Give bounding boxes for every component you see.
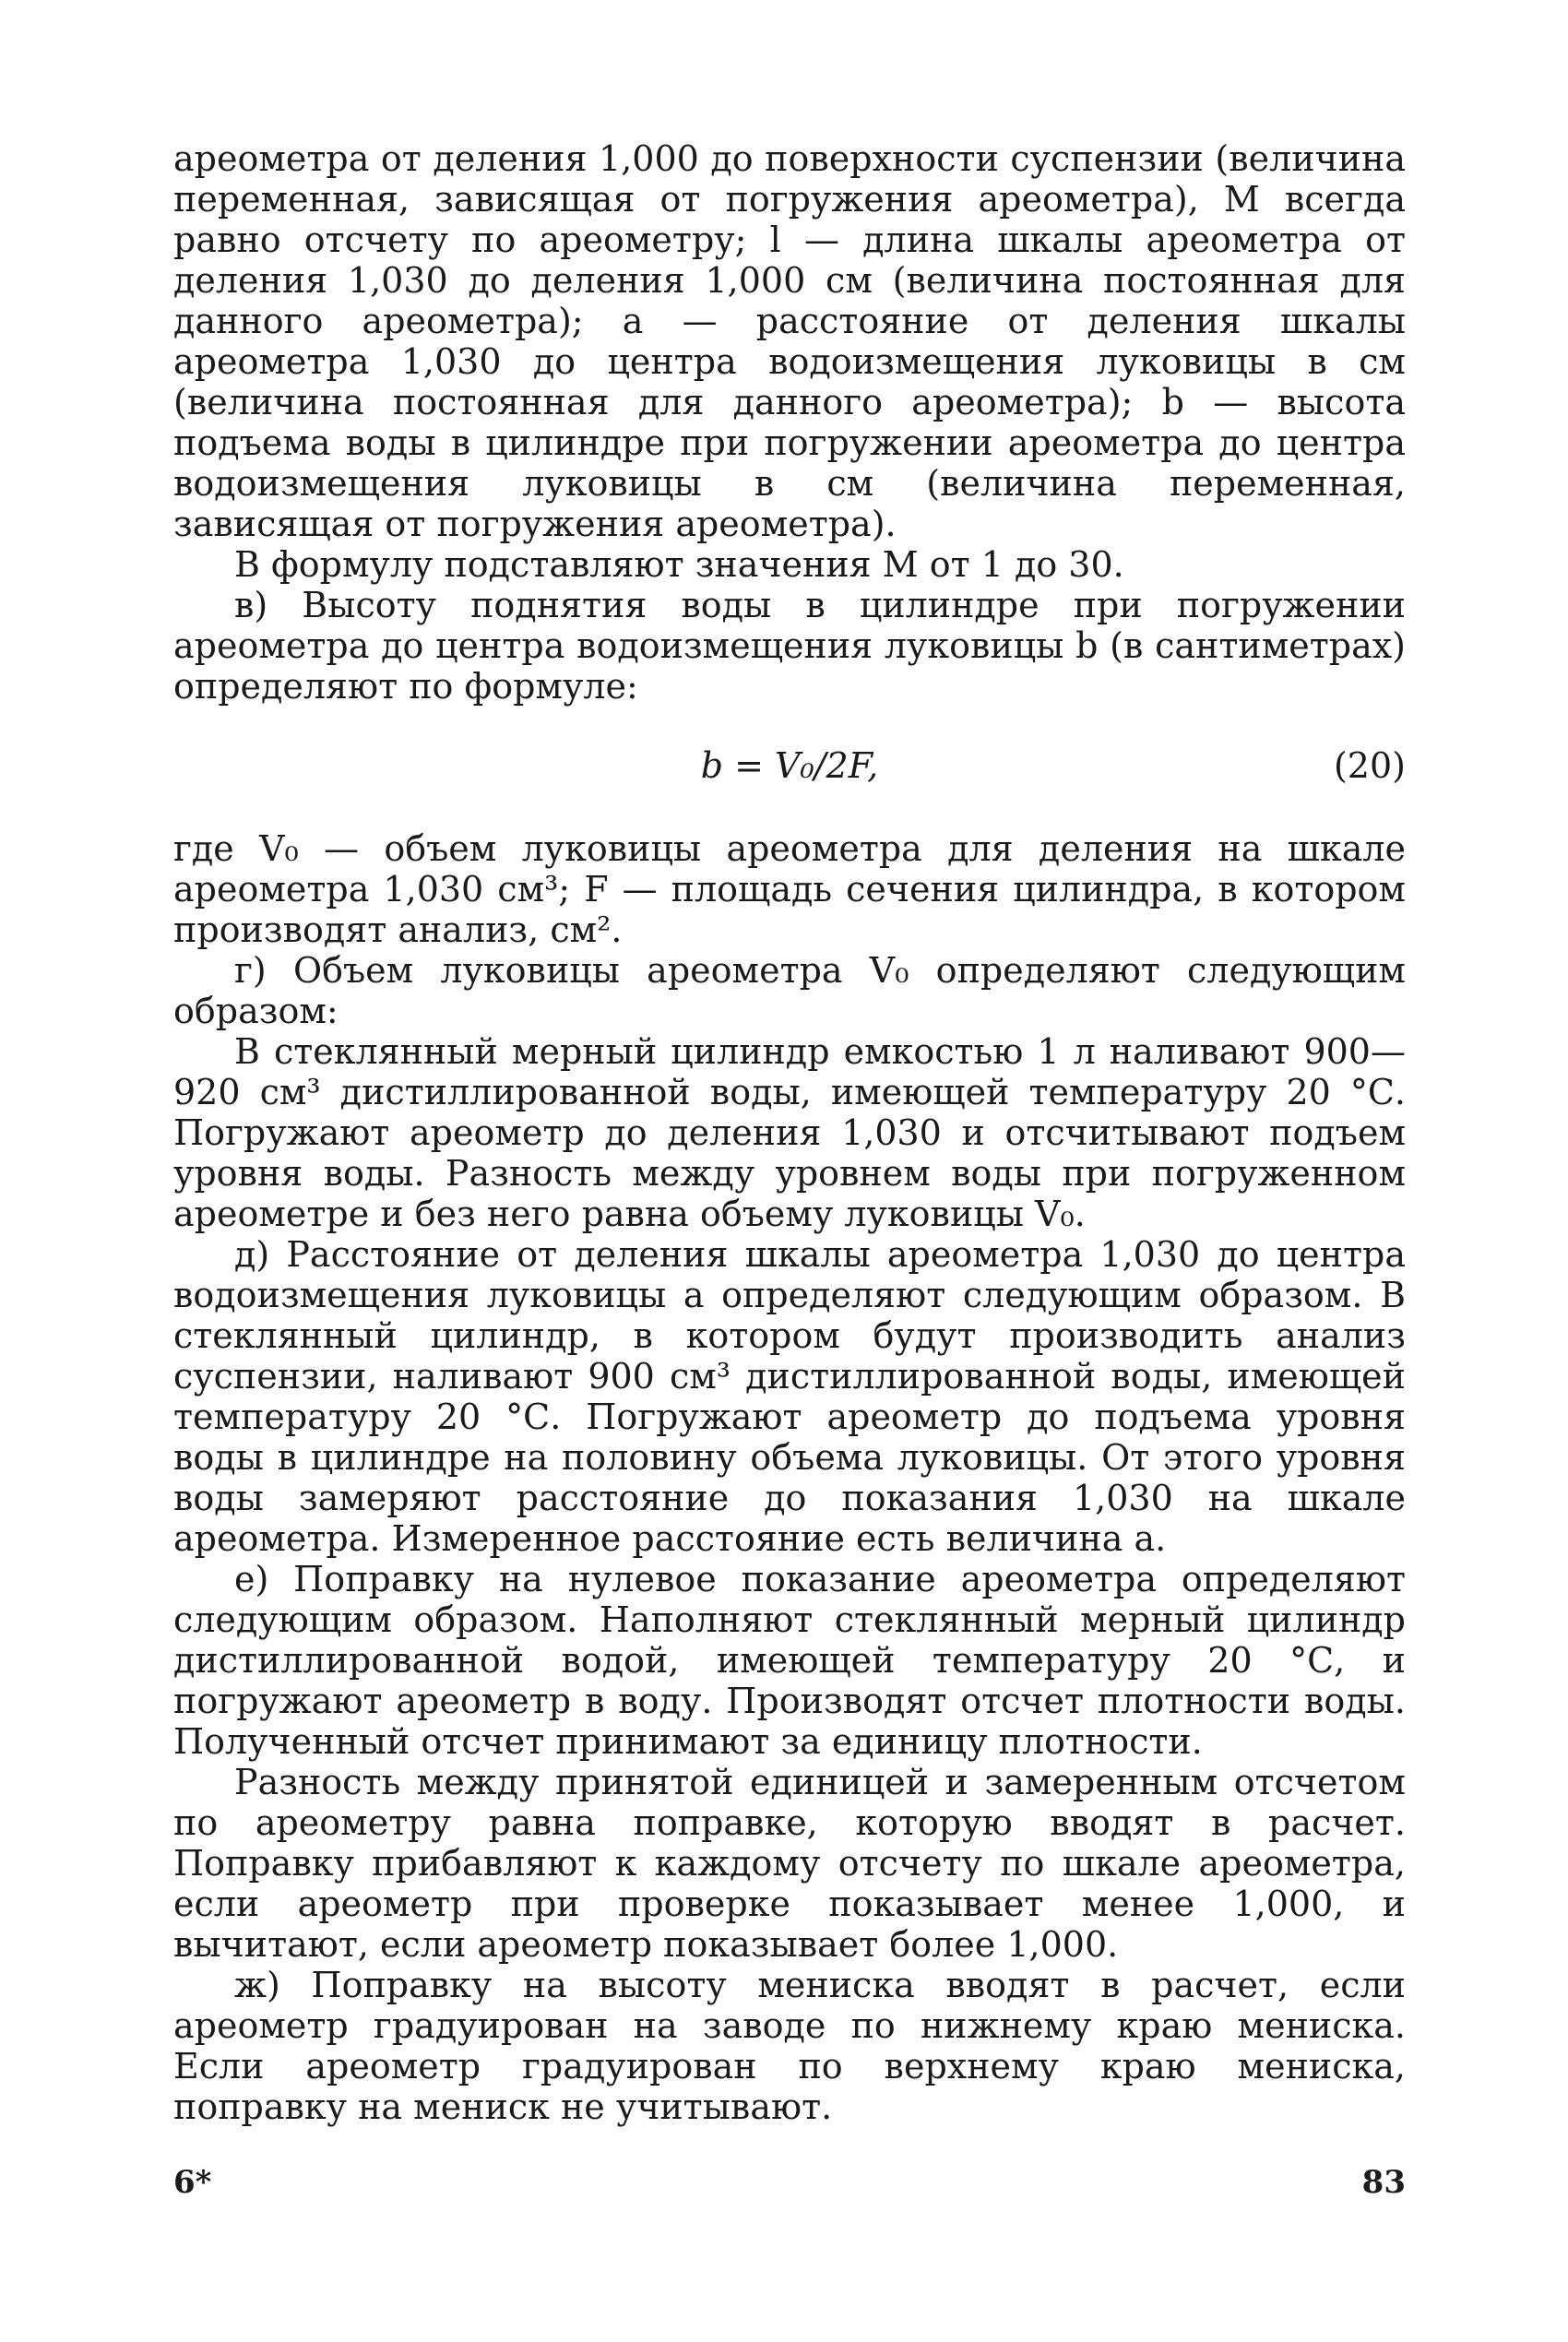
formula: b = V₀/2F, [700,745,879,786]
page-body [173,138,1406,2127]
paragraph-formula-values: В формулу подставляют значения M от 1 до 30. [234,544,1124,585]
formula-number: (20) [1333,745,1406,786]
paragraph-item-zh: ж) Поправку на высоту мениска вводят в расчет, если ареометр градуирован на заводе по нижнему краю мениска. Если ареометр градуирован по верхнему краю мениска, поправку на мениск не учитывают. [173,1965,1406,2127]
paragraph-item-d: д) Расстояние от деления шкалы ареометра 1,030 до центра водоизмещения луковицы a определяют следующим образом. В стеклянный цилиндр, в котором будут производить анализ суспензии, наливают 900 см³ дистиллированной воды, имеющей температуру 20 °С. Погружают ареометр до подъема уровня воды в цилиндре на половину объема луковицы. От этого уровня воды замеряют расстояние до показания 1,030 на шкале ареометра. Измеренное расстояние есть величина a. [173,1234,1406,1559]
page-footer [173,2164,1406,2210]
paragraph-item-g: г) Объем луковицы ареометра V₀ определяют следующим образом: [173,950,1406,1031]
paragraph-bulb-volume: В стеклянный мерный цилиндр емкостью 1 л наливают 900—920 см³ дистиллированной воды, имеющей температуру 20 °С. Погружают ареометр до деления 1,030 и отсчитывают подъем уровня воды. Разность между уровнем воды при погруженном ареометре и без него равна объему луковицы V₀. [173,1031,1406,1234]
formula-row [173,745,1406,790]
signature-mark: 6* [173,2164,212,2201]
page-number: 83 [1361,2164,1406,2201]
paragraph-item-e: е) Поправку на нулевое показание ареометра определяют следующим образом. Наполняют стеклянный мерный цилиндр дистиллированной водой, имеющей температуру 20 °С, и погружают ареометр в воду. Производят отсчет плотности воды. Полученный отсчет принимают за единицу плотности. [173,1559,1406,1762]
paragraph-where: где V₀ — объем луковицы ареометра для деления на шкале ареометра 1,030 см³; F — площадь сечения цилиндра, в котором производят анализ, см². [173,828,1406,950]
paragraph-correction: Разность между принятой единицей и замеренным отсчетом по ареометру равна поправке, которую вводят в расчет. Поправку прибавляют к каждому отсчету по шкале ареометра, если ареометр при проверке показывает менее 1,000, и вычитают, если ареометр показывает более 1,000. [173,1762,1406,1965]
paragraph-definitions: ареометра от деления 1,000 до поверхности суспензии (величина переменная, зависящая от погружения ареометра), M всегда равно отсчету по ареометру; l — длина шкалы ареометра от деления 1,030 до деления 1,000 см (величина постоянная для данного ареометра); a — расстояние от деления шкалы ареометра 1,030 до центра водоизмещения луковицы в см (величина постоянная для данного ареометра); b — высота подъема воды в цилиндре при погружении ареометра до центра водоизмещения луковицы в см (величина переменная, зависящая от погружения ареометра). [173,138,1406,544]
paragraph-item-v: в) Высоту поднятия воды в цилиндре при погружении ареометра до центра водоизмещения луковицы b (в сантиметрах) определяют по формуле: [173,585,1406,707]
